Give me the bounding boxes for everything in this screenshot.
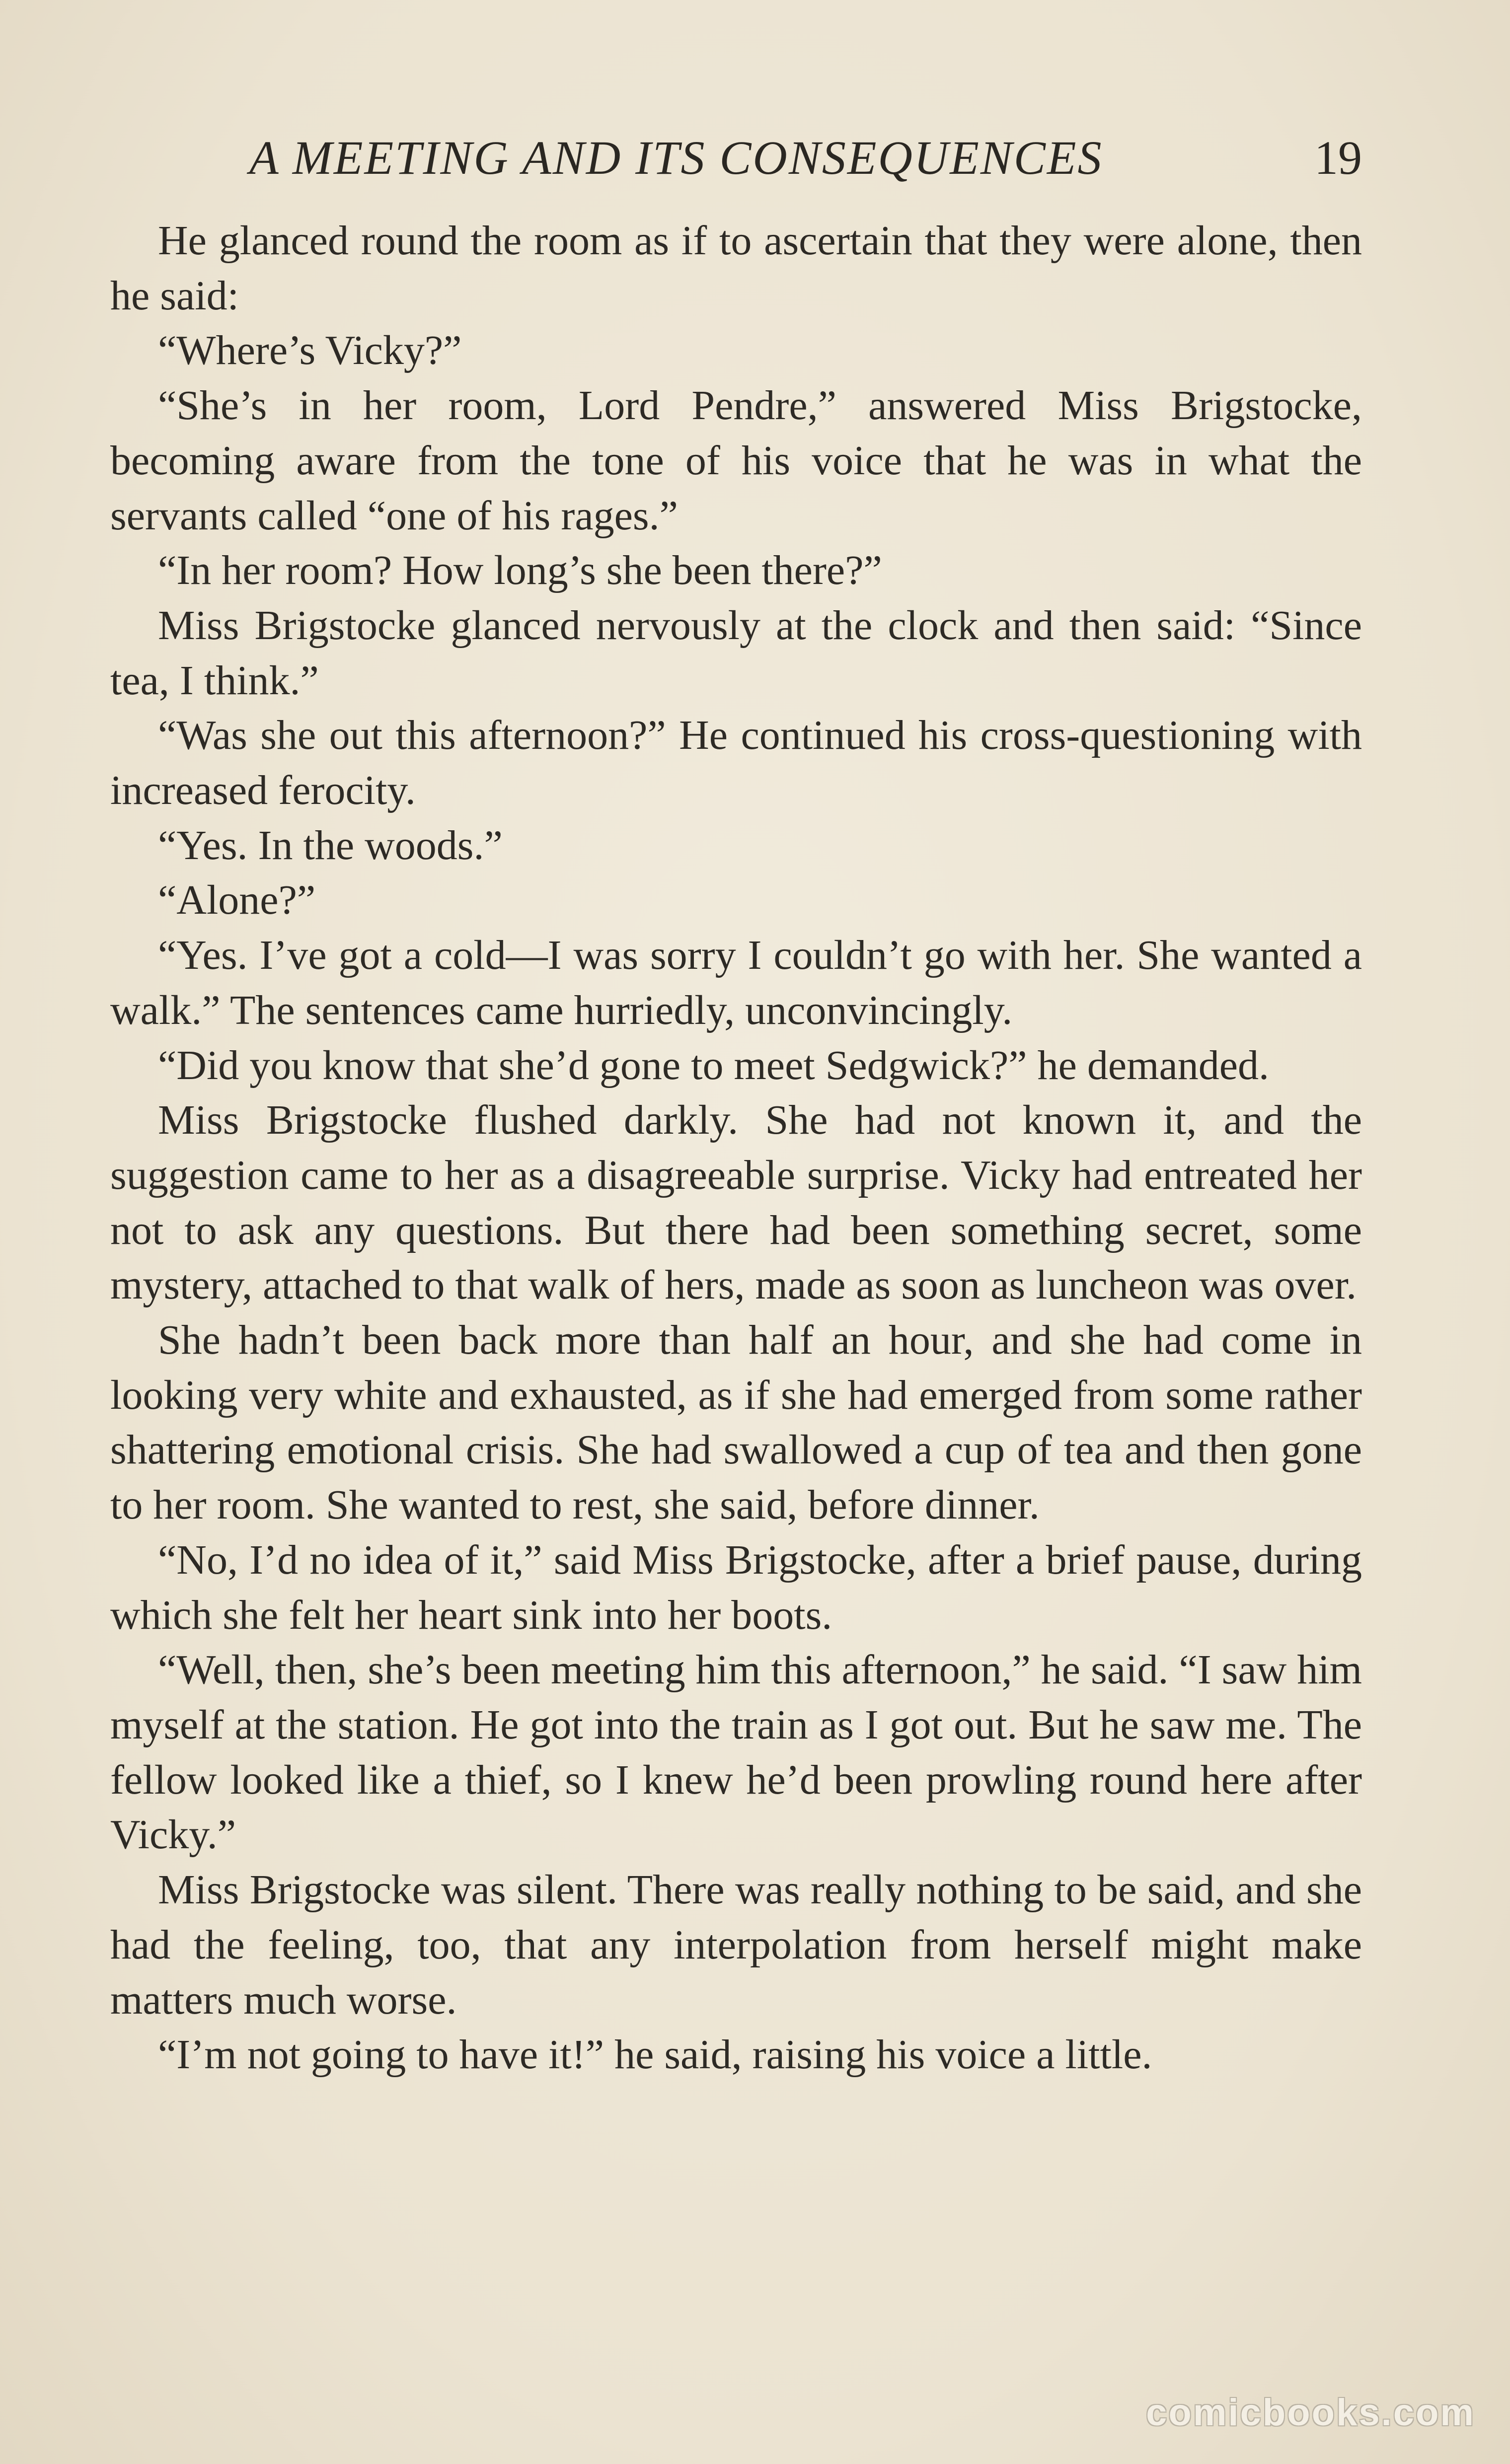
paragraph: She hadn’t been back more than half an hour, and she had come in looking very white and exhausted, as if she had emerged from some rather shattering emotional crisis. She had swallowed a cup of tea and then gone to her room. She wanted to rest, she said, before dinner.	[110, 1317, 1362, 1528]
paragraph: “I’m not going to have it!” he said, raising his voice a little.	[158, 2031, 1152, 2078]
paragraph: “In her room? How long’s she been there?”	[158, 547, 882, 594]
paragraph: “No, I’d no idea of it,” said Miss Brigstocke, after a brief pause, during which she felt her heart sink into her boots.	[110, 1536, 1362, 1638]
body-text	[110, 214, 1362, 2083]
paragraph: “Yes. In the woods.”	[158, 822, 503, 869]
paragraph: Miss Brigstocke was silent. There was really nothing to be said, and she had the feeling, too, that any interpolation from herself might make matters much worse.	[110, 1867, 1362, 2023]
running-head: A MEETING AND ITS CONSEQUENCES	[249, 131, 1103, 184]
watermark: comicbooks.com	[1146, 2392, 1475, 2434]
paragraph: “She’s in her room, Lord Pendre,” answered Miss Brigstocke, becoming aware from the tone of his voice that he was in what the servants called “one of his rages.”	[110, 382, 1362, 539]
paragraph: “Well, then, she’s been meeting him this afternoon,” he said. “I saw him myself at the station. He got into the train as I got out. But he saw me. The fellow looked like a thief, so I knew he’d been prowling round here after Vicky.”	[110, 1647, 1362, 1858]
paragraph: “Where’s Vicky?”	[158, 327, 462, 374]
paragraph: He glanced round the room as if to ascertain that they were alone, then he said:	[110, 217, 1362, 319]
page-header	[110, 130, 1362, 195]
page-number: 19	[1314, 131, 1362, 184]
paragraph: “Alone?”	[158, 877, 316, 924]
paragraph: “Was she out this afternoon?” He continued his cross-questioning with increased ferocity.	[110, 712, 1362, 814]
paragraph: “Yes. I’ve got a cold—I was sorry I couldn’t go with her. She wanted a walk.” The sentences came hurriedly, unconvincingly.	[110, 932, 1362, 1033]
paragraph: Miss Brigstocke flushed darkly. She had not known it, and the suggestion came to her as a disagreeable surprise. Vicky had entreated her not to ask any questions. But there had been something secret, some mystery, attached to that walk of hers, made as soon as luncheon was over.	[110, 1097, 1362, 1308]
paragraph: Miss Brigstocke glanced nervously at the clock and then said: “Since tea, I think.”	[110, 602, 1362, 704]
paragraph: “Did you know that she’d gone to meet Sedgwick?” he demanded.	[158, 1042, 1270, 1088]
